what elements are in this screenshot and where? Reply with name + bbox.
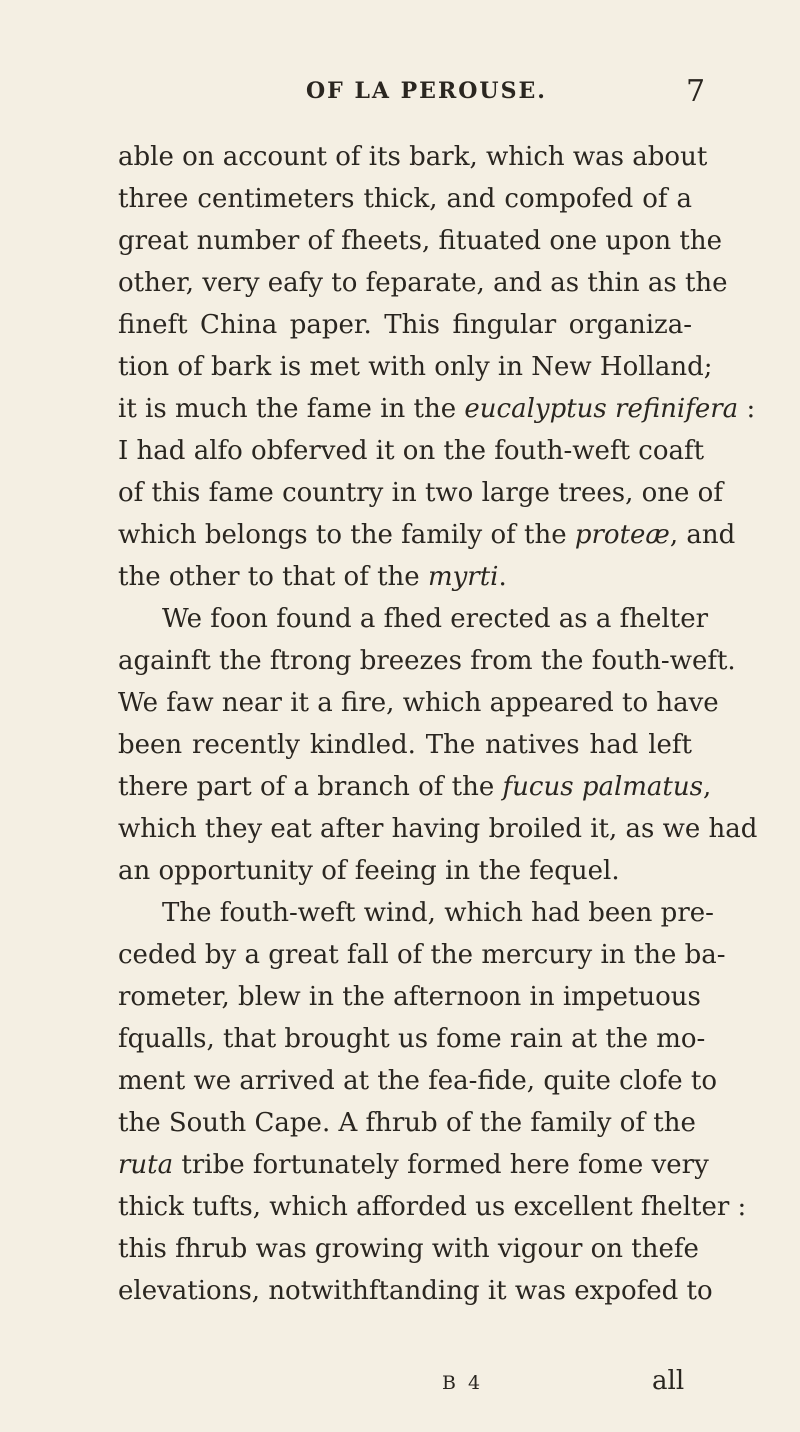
text-line: elevations, notwithftanding it was expofed to — [118, 1276, 713, 1306]
text-line: there part of a branch of the fucus palmatus, — [118, 772, 712, 802]
text-line: of this fame country in two large trees, one of — [118, 478, 723, 508]
text-line: fineft China paper. This fingular organiza- — [118, 310, 692, 340]
text-line: which they eat after having broiled it, as we had — [118, 814, 758, 844]
text-line: the South Cape. A fhrub of the family of the — [118, 1108, 696, 1138]
text-line: ruta tribe fortunately formed here fome very — [118, 1150, 709, 1180]
text-line: fqualls, that brought us fome rain at the mo- — [118, 1024, 706, 1054]
text-line: We foon found a fhed erected as a fhelter — [162, 604, 709, 634]
text-line: The fouth-weft wind, which had been pre- — [162, 898, 714, 928]
text-line: three centimeters thick, and compofed of a — [118, 184, 692, 214]
text-line: able on account of its bark, which was about — [118, 142, 708, 172]
text-line: an opportunity of feeing in the fequel. — [118, 856, 620, 886]
text-line: the other to that of the myrti. — [118, 562, 507, 592]
text-line: it is much the fame in the eucalyptus refinifera : — [118, 394, 756, 424]
signature-mark: B 4 — [442, 1372, 484, 1394]
text-line: great number of fheets, fituated one upon the — [118, 226, 723, 256]
text-line: ceded by a great fall of the mercury in the ba- — [118, 940, 726, 970]
text-line: I had alfo obferved it on the fouth-weft coaft — [118, 436, 705, 466]
text-line: this fhrub was growing with vigour on thefe — [118, 1234, 699, 1264]
text-line: been recently kindled. The natives had left — [118, 730, 692, 760]
text-line: other, very eafy to feparate, and as thin as the — [118, 268, 728, 298]
text-line: which belongs to the family of the proteæ, and — [118, 520, 736, 550]
text-line: thick tufts, which afforded us excellent fhelter : — [118, 1192, 747, 1222]
catchword: all — [652, 1366, 685, 1396]
text-line: We faw near it a fire, which appeared to have — [118, 688, 719, 718]
text-line: againft the ftrong breezes from the fouth-weft. — [118, 646, 736, 676]
text-line: ment we arrived at the fea-fide, quite clofe to — [118, 1066, 718, 1096]
page-number: 7 — [686, 74, 706, 109]
running-head: OF LA PEROUSE. — [306, 78, 547, 104]
text-line: rometer, blew in the afternoon in impetuous — [118, 982, 701, 1012]
text-line: tion of bark is met with only in New Holland; — [118, 352, 713, 382]
